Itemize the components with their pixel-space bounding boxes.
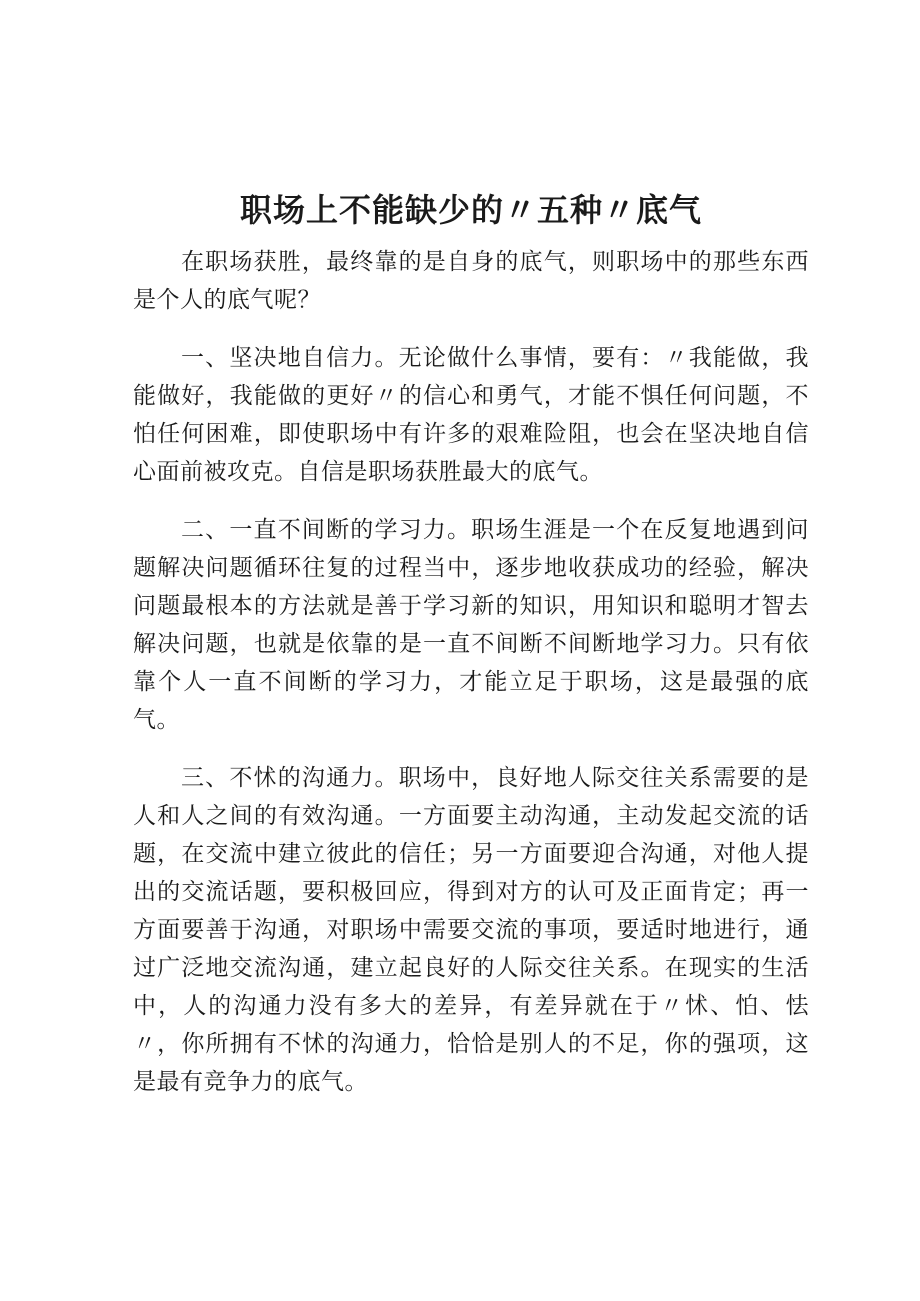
section-1-paragraph: 一、坚决地自信力。无论做什么事情，要有：〃我能做，我能做好，我能做的更好〃的信心和勇气，才能不惧任何问题，不怕任何困难，即使职场中有许多的艰难险阻，也会在坚决地自信心面前被攻克。自信是职场获胜最大的底气。 <box>133 345 809 485</box>
section-3-paragraph: 三、不怵的沟通力。职场中，良好地人际交往关系需要的是人和人之间的有效沟通。一方面要主动沟通，主动发起交流的话题，在交流中建立彼此的信任；另一方面要迎合沟通，对他人提出的交流话题，要积极回应，得到对方的认可及正面肯定；再一方面要善于沟通，对职场中需要交流的事项，要适时地进行，通过广泛地交流沟通，建立起良好的人际交往关系。在现实的生活中，人的沟通力没有多大的差异，有差异就在于〃怵、怕、怯〃，你所拥有不怵的沟通力，恰恰是别人的不足，你的强项，这是最有竞争力的底气。 <box>133 765 809 1095</box>
document-title: 职场上不能缺少的〃五种〃底气 <box>239 191 702 229</box>
section-2-paragraph: 二、一直不间断的学习力。职场生涯是一个在反复地遇到问题解决问题循环往复的过程当中，逐步地收获成功的经验，解决问题最根本的方法就是善于学习新的知识，用知识和聪明才智去解决问题，也就是依靠的是一直不间断不间断地学习力。只有依靠个人一直不间断的学习力，才能立足于职场，这是最强的底气。 <box>133 517 809 733</box>
intro-paragraph: 在职场获胜，最终靠的是自身的底气，则职场中的那些东西是个人的底气呢？ <box>133 249 809 313</box>
document-body <box>133 243 809 1121</box>
